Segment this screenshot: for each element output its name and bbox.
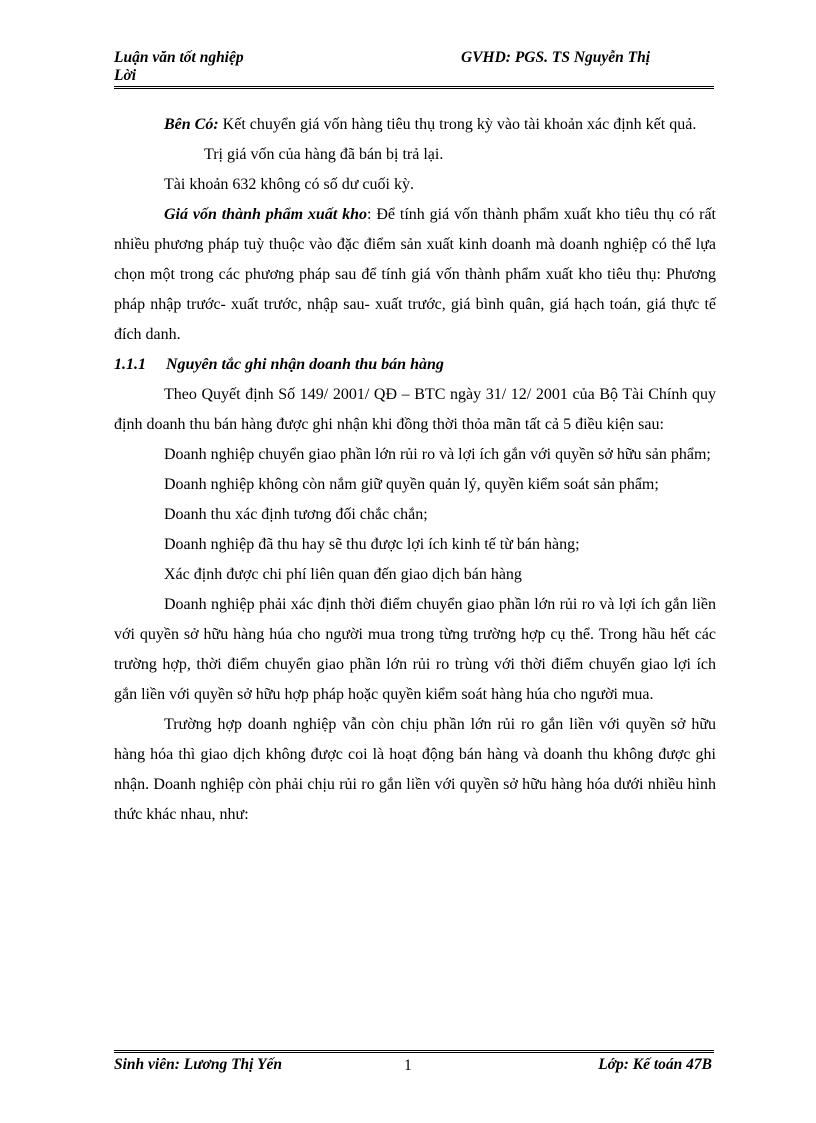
- cost-of-goods-label: Giá vốn thành phẩm xuất kho: [164, 206, 368, 223]
- condition-2: Doanh nghiệp không còn nắm giữ quyền quản lý, quyền kiểm soát sản phẩm;: [164, 476, 659, 493]
- supervisor-label: GVHD: PGS. TS Nguyễn Thị: [461, 49, 651, 66]
- condition-3: Doanh thu xác định tương đối chắc chắn;: [164, 506, 428, 523]
- section-number: 1.1.1: [114, 356, 146, 373]
- ben-co-label: Bên Có:: [164, 116, 219, 133]
- cost-of-goods-text: : Để tính giá vốn thành phẩm xuất kho tiêu thụ có rất nhiều phương pháp tuỳ thuộc vào đặc điểm sản xuất kinh doanh mà doanh nghiệp có thể lựa chọn một trong các phương pháp sau để tính giá vốn thành phẩm xuất kho tiêu thụ: Phương pháp nhập trước- xuất trước, nhập sau- xuất trước, giá bình quân, giá hạch toán, giá thực tế đích danh.: [114, 206, 716, 343]
- class-name: Lớp: Kế toán 47B: [598, 1056, 712, 1073]
- header-divider: [114, 86, 714, 89]
- condition-4: Doanh nghiệp đã thu hay sẽ thu được lợi ích kinh tế từ bán hàng;: [164, 536, 580, 553]
- thesis-label: Luận văn tốt nghiệp: [114, 49, 244, 66]
- paragraph-decision: Theo Quyết định Số 149/ 2001/ QĐ – BTC ngày 31/ 12/ 2001 của Bộ Tài Chính quy định doanh thu bán hàng được ghi nhận khi đồng thời thỏa mãn tất cả 5 điều kiện sau:: [114, 386, 716, 433]
- student-name: Sinh viên: Lương Thị Yến: [114, 1056, 283, 1073]
- footer-divider: [114, 1050, 714, 1053]
- paragraph-ben-co: [114, 110, 716, 140]
- section-heading: [114, 350, 716, 380]
- condition-5: Xác định được chi phí liên quan đến giao dịch bán hàng: [164, 566, 522, 583]
- section-title: Nguyên tắc ghi nhận doanh thu bán hàng: [166, 356, 444, 373]
- document-body: [114, 110, 716, 830]
- paragraph-cost-of-goods: [114, 200, 716, 350]
- paragraph-no-balance: Tài khoản 632 không có số dư cuối kỳ.: [164, 176, 414, 193]
- condition-1: Doanh nghiệp chuyển giao phần lớn rủi ro và lợi ích gắn với quyền sở hữu sản phẩm;: [164, 446, 711, 463]
- thesis-label-continued: Lời: [114, 67, 137, 84]
- page-number: 1: [404, 1057, 412, 1074]
- ben-co-text: Kết chuyển giá vốn hàng tiêu thụ trong kỳ vào tài khoản xác định kết quả.: [218, 116, 697, 133]
- paragraph-risk-retained: Trường hợp doanh nghiệp vẫn còn chịu phần lớn rủi ro gắn liền với quyền sở hữu hàng hóa thì giao dịch không được coi là hoạt động bán hàng và doanh thu không được ghi nhận. Doanh nghiệp còn phải chịu rủi ro gắn liền với quyền sở hữu hàng hóa dưới nhiều hình thức khác nhau, như:: [114, 716, 716, 823]
- paragraph-returned-goods: Trị giá vốn của hàng đã bán bị trả lại.: [204, 146, 444, 163]
- paragraph-transfer-point: Doanh nghiệp phải xác định thời điểm chuyển giao phần lớn rủi ro và lợi ích gắn liền với quyền sở hữu hàng húa cho người mua trong từng trường hợp cụ thể. Trong hầu hết các trường hợp, thời điểm chuyển giao phần lớn rủi ro trùng với thời điểm chuyển giao lợi ích gắn liền với quyền sở hữu hợp pháp hoặc quyền kiểm soát hàng húa cho người mua.: [114, 596, 716, 703]
